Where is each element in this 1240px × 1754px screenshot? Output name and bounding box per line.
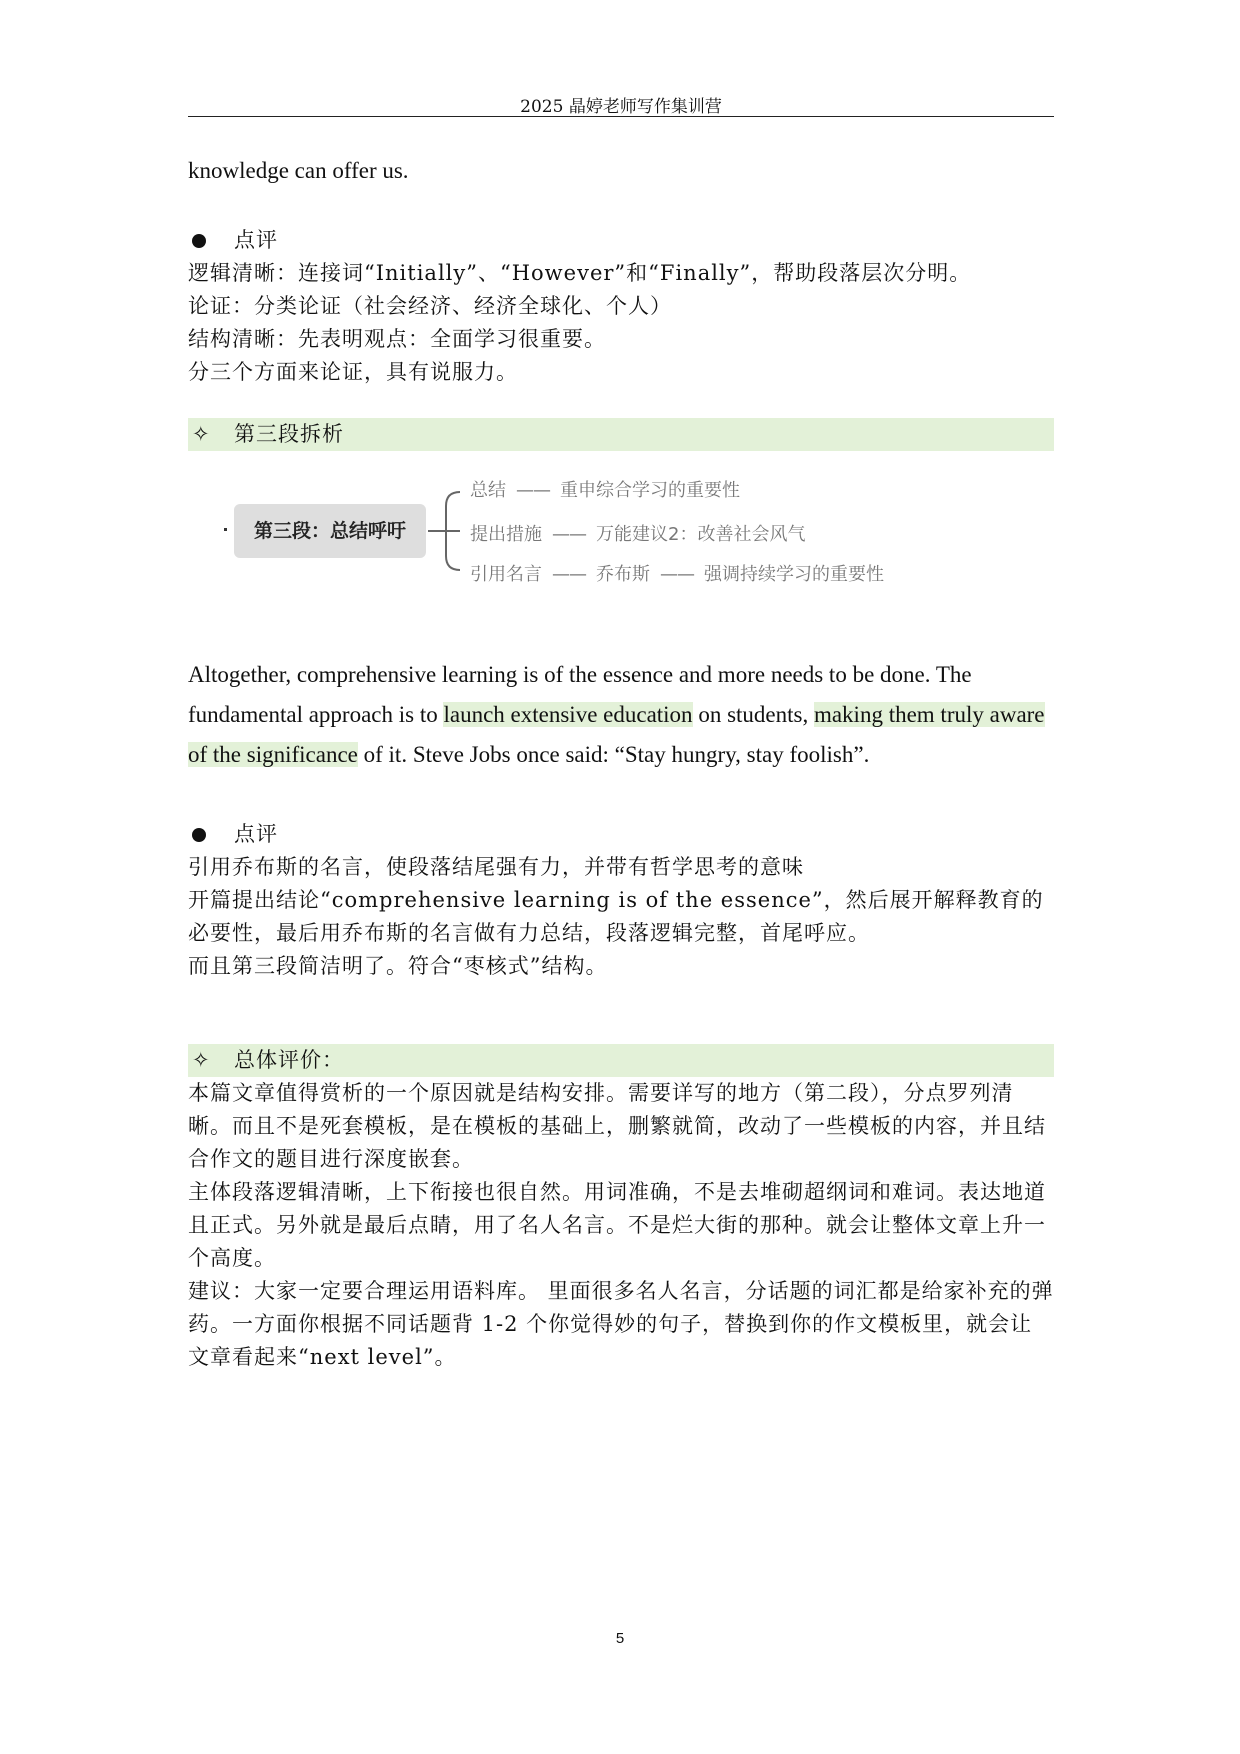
review-1-line: 结构清晰：先表明观点：全面学习很重要。 [188,327,606,351]
review-2-line: 而且第三段简洁明了。符合“枣核式”结构。 [188,954,608,978]
root-dot [224,528,227,531]
summary-heading [188,1044,1054,1077]
review-2-label: 点评 [234,822,278,846]
summary-line: 主体段落逻辑清晰，上下衔接也很自然。用词准确，不是去堆砌超纲词和难词。表达地道且正式。另外就是最后点睛，用了名人名言。不是烂大街的那种。就会让整体文章上升一个高度。 [188,1180,1046,1270]
branch-detail: 重申综合学习的重要性 [560,480,740,501]
mindmap-branch-quote [470,560,884,586]
branch-connector: —— [552,564,586,585]
bullet-icon [192,234,206,248]
review-1-line: 论证：分类论证（社会经济、经济全球化、个人） [188,294,672,318]
review-2 [188,818,1054,983]
branch-label: 提出措施 [470,524,542,545]
section-3-title: 第三段拆析 [234,422,344,446]
paragraph-text: of it. Steve Jobs once said: “Stay hungry, stay foolish”. [357,742,870,767]
header-title: 2025 晶婷老师写作集训营 [520,97,722,117]
branch-detail: 乔布斯 [596,564,650,585]
sparkle-icon: ✧ [192,422,211,446]
mindmap-root: 第三段：总结呼吁 [234,504,426,558]
page-number: 5 [615,1630,625,1647]
intro-line: knowledge can offer us. [188,158,409,183]
branch-label: 总结 [470,480,506,501]
paragraph-text: Altogether, comprehensive learning is of the essence and more needs to be done. The fundamental approach is to [188,662,972,727]
paragraph-text: on students, [692,702,814,727]
section-3-heading [188,418,1054,451]
mindmap [228,470,948,600]
highlighted-phrase: launch extensive education [443,702,693,727]
sparkle-icon: ✧ [192,1048,211,1072]
branch-label: 引用名言 [470,564,542,585]
bullet-icon [192,828,206,842]
summary-line: 建议：大家一定要合理运用语料库。 里面很多名人名言，分话题的词汇都是给家补充的弹药。一方面你根据不同话题背 1-2 个你觉得妙的句子，替换到你的作文模板里，就会让文章看起来“next level”。 [188,1279,1054,1369]
highlighted-phrase: making them truly aware of the significance [188,702,1045,767]
review-1-heading [188,224,1054,257]
branch-detail: 强调持续学习的重要性 [704,564,884,585]
review-2-line: 引用乔布斯的名言，使段落结尾强有力，并带有哲学思考的意味 [188,855,804,879]
summary-line: 本篇文章值得赏析的一个原因就是结构安排。需要详写的地方（第二段），分点罗列清晰。而且不是死套模板，是在模板的基础上，删繁就简，改动了一些模板的内容，并且结合作文的题目进行深度嵌套。 [188,1081,1046,1171]
review-1 [188,224,1054,389]
review-1-line: 分三个方面来论证，具有说服力。 [188,360,518,384]
branch-detail: 万能建议2：改善社会风气 [596,524,806,545]
summary-body [188,1077,1054,1374]
review-1-line: 逻辑清晰：连接词“Initially”、“However”和“Finally”，帮助段落层次分明。 [188,261,972,285]
review-1-label: 点评 [234,228,278,252]
review-2-line: 开篇提出结论“comprehensive learning is of the essence”，然后展开解释教育的必要性，最后用乔布斯的名言做有力总结，段落逻辑完整，首尾呼应。 [188,888,1044,945]
branch-connector: —— [516,480,550,501]
branch-connector: —— [552,524,586,545]
page-header [188,90,1054,117]
branch-connector: —— [660,564,694,585]
review-2-heading [188,818,1054,851]
paragraph-3 [188,655,1054,775]
mindmap-branch-summary [470,476,740,502]
summary-title: 总体评价： [234,1048,344,1072]
mindmap-branch-measures [470,520,805,546]
